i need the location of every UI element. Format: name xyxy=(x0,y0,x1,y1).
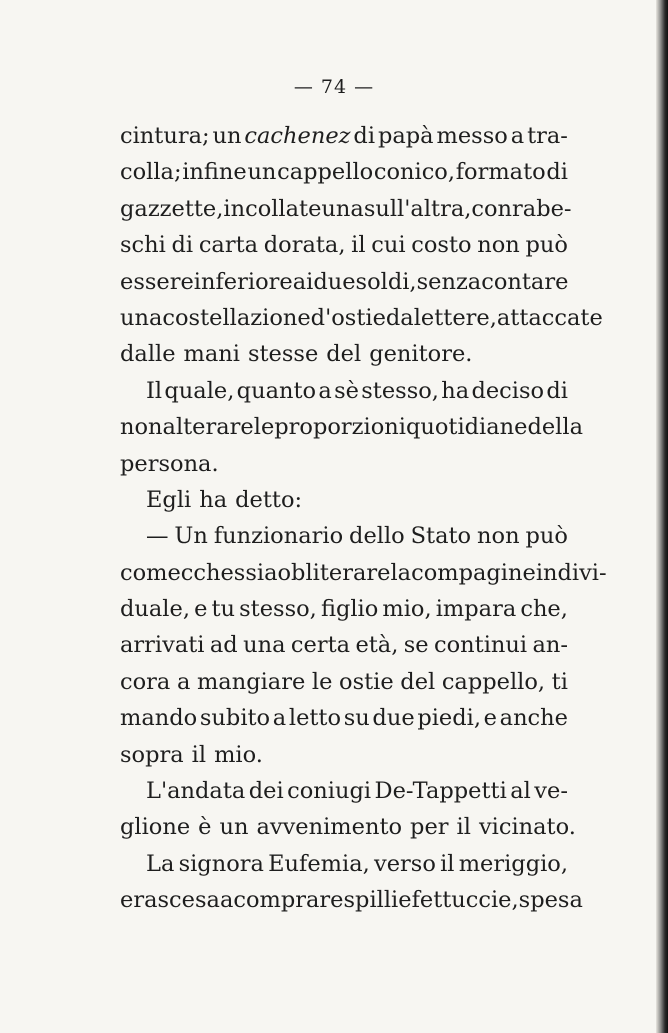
word: a xyxy=(176,668,191,695)
word: vicinato. xyxy=(478,814,576,841)
word: fettuccie, xyxy=(411,887,519,914)
text-line xyxy=(120,482,568,518)
word: di xyxy=(546,159,568,186)
word: messo xyxy=(436,123,508,149)
word: a xyxy=(510,123,525,149)
word: detto: xyxy=(235,486,303,513)
word: an- xyxy=(532,632,568,659)
text-line xyxy=(120,882,583,918)
word: mio. xyxy=(214,741,263,768)
word: sopra xyxy=(120,741,184,768)
word: il xyxy=(191,741,207,768)
word: ostie xyxy=(339,668,394,695)
word: quotidiane xyxy=(405,414,528,441)
word: dello xyxy=(349,523,405,550)
word: d'ostie xyxy=(310,304,386,331)
word: letto xyxy=(288,705,342,732)
word: — xyxy=(146,523,169,550)
word: Eufemia, xyxy=(268,850,370,877)
word: impara xyxy=(435,596,517,623)
word: continui xyxy=(434,632,528,659)
word: la xyxy=(390,559,412,586)
word: un xyxy=(247,159,277,186)
word: su xyxy=(343,705,370,732)
word: due xyxy=(313,268,356,295)
word: incollate xyxy=(223,195,322,222)
word: di xyxy=(546,377,568,404)
word: attaccate xyxy=(496,304,603,331)
word: avvenimento xyxy=(256,814,403,841)
word: comecchessia xyxy=(120,559,278,586)
word: una xyxy=(243,632,286,659)
word: era xyxy=(120,887,158,914)
word: cappello, xyxy=(441,668,546,695)
word: tra- xyxy=(527,123,568,149)
word: figlio xyxy=(320,596,379,623)
text-line xyxy=(120,154,568,190)
word: certa xyxy=(290,632,351,659)
word: ad xyxy=(209,632,238,659)
word: scesa xyxy=(157,887,220,914)
word: Egli xyxy=(146,486,192,513)
word: il xyxy=(351,232,366,259)
word: rabe- xyxy=(512,195,572,222)
word: dei xyxy=(248,778,284,805)
word: a xyxy=(219,887,234,914)
word: papà xyxy=(377,123,434,149)
body-text xyxy=(120,118,607,919)
word: essere xyxy=(120,268,194,295)
word: subito xyxy=(199,705,271,732)
text-line xyxy=(120,591,568,627)
word: a xyxy=(318,377,332,404)
text-line xyxy=(120,227,568,263)
word: dalle xyxy=(120,341,176,368)
text-line xyxy=(120,336,568,372)
word: colla; xyxy=(120,159,182,186)
word: coniugi xyxy=(287,778,372,805)
word: del xyxy=(400,668,436,695)
word: sè xyxy=(334,377,359,404)
word: deciso xyxy=(471,377,545,404)
word: il xyxy=(440,850,455,877)
word: genitore. xyxy=(369,341,473,368)
word: stesso, xyxy=(361,377,439,404)
word: inferiore xyxy=(193,268,293,295)
word: arrivati xyxy=(120,632,205,659)
word: obliterare xyxy=(277,559,391,586)
word: una xyxy=(321,195,364,222)
word: cachenez xyxy=(244,123,351,149)
text-line xyxy=(120,773,568,809)
word: un xyxy=(219,814,249,841)
word: con xyxy=(471,195,513,222)
word: meriggio, xyxy=(458,850,568,877)
word: un xyxy=(212,123,242,149)
word: glione xyxy=(120,814,191,841)
word: La xyxy=(146,850,175,877)
word: può xyxy=(525,523,568,550)
word: mio, xyxy=(382,596,432,623)
word: conico, xyxy=(373,159,456,186)
word: stesse xyxy=(247,341,319,368)
word: schi xyxy=(120,232,166,259)
word: della xyxy=(527,414,583,441)
word: che, xyxy=(520,596,568,623)
word: soldi, xyxy=(355,268,417,295)
word: cora xyxy=(120,668,171,695)
word: tu xyxy=(211,596,236,623)
word: De-Tappetti xyxy=(374,778,507,805)
text-line xyxy=(120,118,568,154)
word: gazzette, xyxy=(120,195,224,222)
word: Un xyxy=(174,523,208,550)
word: duale, xyxy=(120,596,190,623)
word: formato xyxy=(455,159,546,186)
text-line xyxy=(120,518,568,554)
word: spesa xyxy=(518,887,583,914)
word: a xyxy=(272,705,287,732)
text-line xyxy=(120,700,568,736)
word: senza xyxy=(416,268,482,295)
text-line xyxy=(120,809,576,845)
word: al xyxy=(510,778,531,805)
text-line xyxy=(120,737,568,773)
word: ha xyxy=(199,486,228,513)
word: è xyxy=(198,814,212,841)
word: di xyxy=(171,232,194,259)
text-line xyxy=(120,409,583,445)
word: età, xyxy=(355,632,399,659)
word: cappello xyxy=(277,159,374,186)
word: ha xyxy=(441,377,470,404)
word: quale, xyxy=(164,377,235,404)
word: non xyxy=(477,232,520,259)
word: dorata, xyxy=(263,232,346,259)
word: cui xyxy=(371,232,406,259)
word: ti xyxy=(551,668,568,695)
word: ai xyxy=(292,268,314,295)
text-line xyxy=(120,300,603,336)
text-line xyxy=(120,264,568,300)
word: sull'altra, xyxy=(363,195,472,222)
word: alterare xyxy=(162,414,254,441)
text-line xyxy=(120,846,568,882)
word: costellazione xyxy=(162,304,311,331)
word: comprare xyxy=(233,887,344,914)
word: mando xyxy=(120,705,198,732)
page-number: — 74 — xyxy=(293,76,375,98)
word: del xyxy=(326,341,362,368)
word: da xyxy=(385,304,414,331)
word: proporzioni xyxy=(274,414,406,441)
word: le xyxy=(253,414,275,441)
word: di xyxy=(353,123,376,149)
word: quanto xyxy=(236,377,317,404)
word: indivi- xyxy=(535,559,607,586)
word: mangiare xyxy=(196,668,306,695)
word: costo xyxy=(411,232,472,259)
word: e xyxy=(398,887,412,914)
word: non xyxy=(477,523,520,550)
word: ve- xyxy=(534,778,568,805)
text-line xyxy=(120,555,607,591)
word: signora xyxy=(178,850,264,877)
word: cintura; xyxy=(120,123,210,149)
text-line xyxy=(120,191,572,227)
word: carta xyxy=(198,232,259,259)
word: se xyxy=(403,632,429,659)
text-line xyxy=(120,446,568,482)
word: spilli xyxy=(343,887,399,914)
word: le xyxy=(311,668,333,695)
word: contare xyxy=(481,268,569,295)
word: persona. xyxy=(120,450,219,477)
word: e xyxy=(194,596,208,623)
text-line xyxy=(120,627,568,663)
word: infine xyxy=(182,159,247,186)
word: anche xyxy=(499,705,568,732)
word: stesso, xyxy=(239,596,317,623)
word: compagine xyxy=(411,559,536,586)
text-line xyxy=(120,373,568,409)
text-line xyxy=(120,664,568,700)
word: lettere, xyxy=(413,304,497,331)
word: funzionario xyxy=(213,523,344,550)
word: due xyxy=(372,705,415,732)
word: può xyxy=(525,232,568,259)
word: una xyxy=(120,304,163,331)
word: mani xyxy=(183,341,240,368)
word: per xyxy=(410,814,449,841)
word: il xyxy=(456,814,471,841)
word: Stato xyxy=(410,523,472,550)
word: non xyxy=(120,414,163,441)
word: verso xyxy=(374,850,436,877)
word: L'andata xyxy=(146,778,246,805)
word: e xyxy=(483,705,497,732)
page-edge-shadow xyxy=(656,0,668,1033)
word: piedi, xyxy=(417,705,481,732)
word: Il xyxy=(146,377,163,404)
